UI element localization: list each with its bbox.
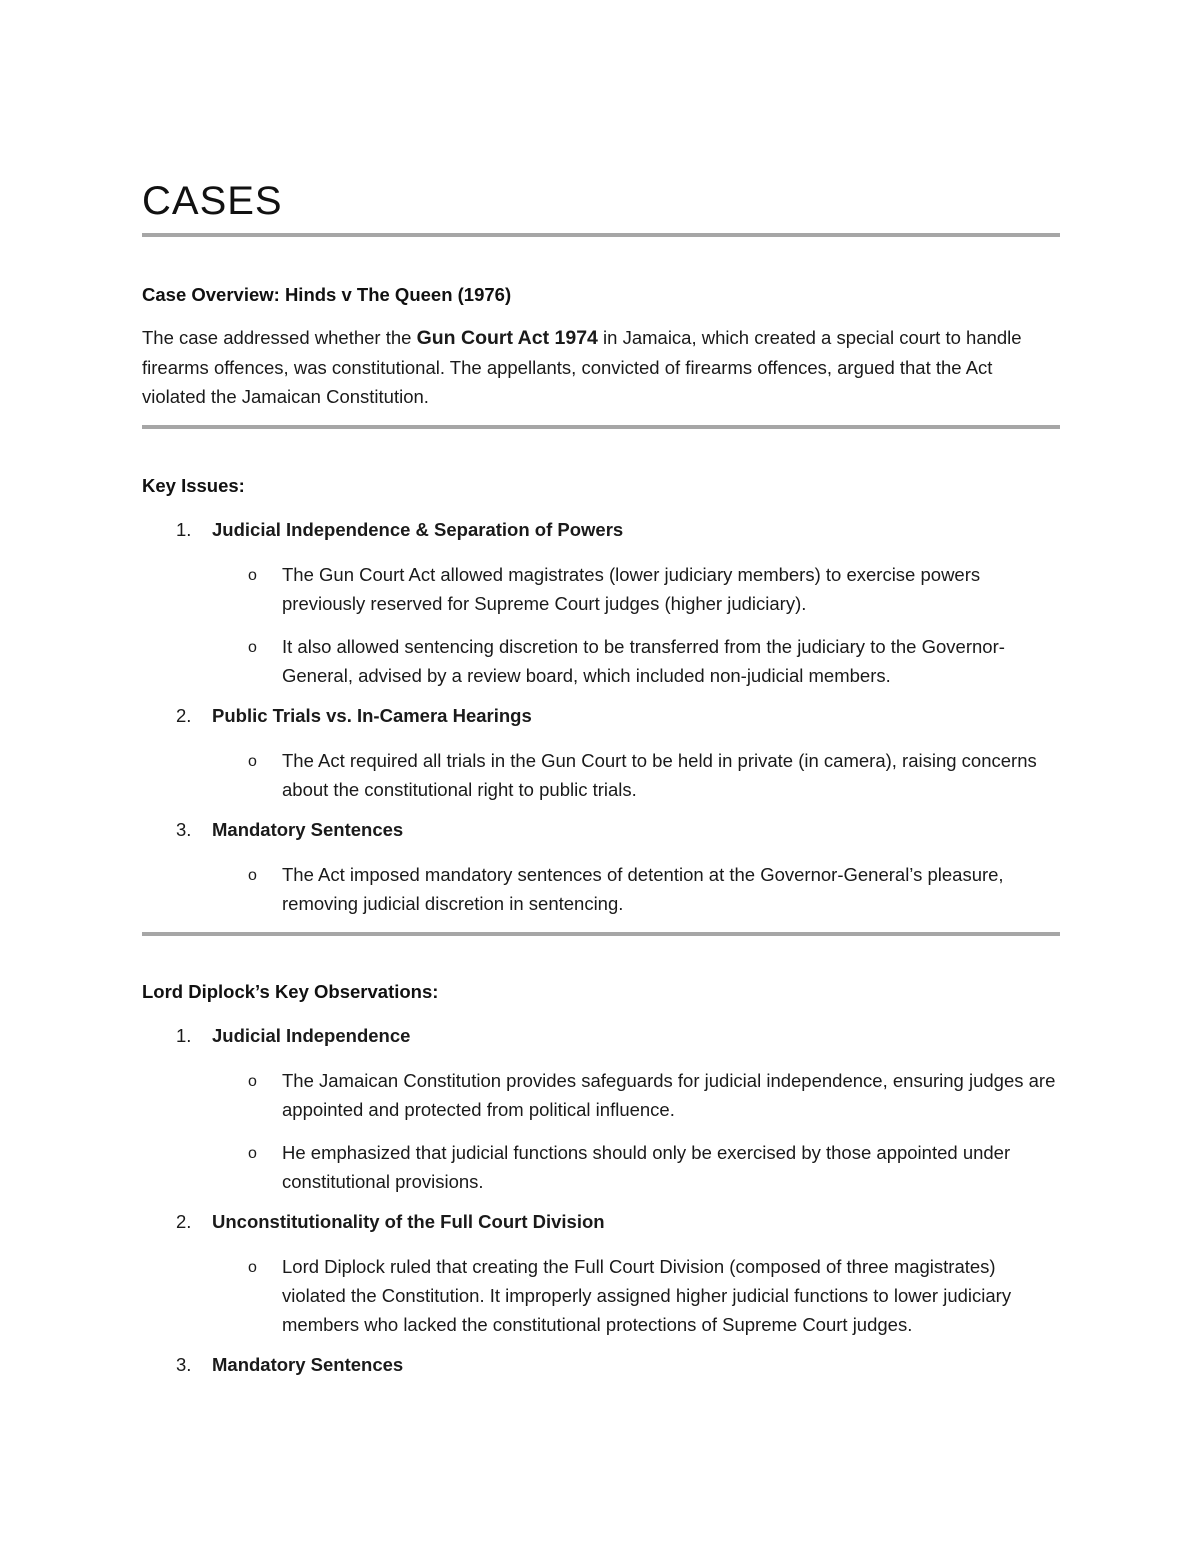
item-number: 3. — [176, 819, 192, 840]
bullet-item — [212, 632, 1060, 690]
title-divider — [142, 233, 1060, 237]
overview-emphasis: Gun Court Act 1974 — [416, 327, 598, 349]
bullet-icon: o — [248, 1145, 257, 1162]
list-item — [142, 1024, 1060, 1196]
list-item — [142, 1353, 1060, 1377]
item-title: Mandatory Sentences — [212, 819, 404, 840]
bullet-icon: o — [248, 867, 257, 884]
list-item — [142, 518, 1060, 690]
key-issues-divider — [142, 932, 1060, 936]
bullet-text: The Act imposed mandatory sentences of detention at the Governor-General’s pleasure, removing judicial discretion in sentencing. — [282, 864, 1004, 914]
bullet-text: He emphasized that judicial functions should only be exercised by those appointed under constitutional provisions. — [282, 1142, 1011, 1192]
item-title: Public Trials vs. In-Camera Hearings — [212, 705, 532, 726]
list-item — [142, 704, 1060, 804]
bullet-item — [212, 860, 1060, 918]
observations-heading: Lord Diplock’s Key Observations: — [142, 981, 439, 1002]
bullet-text: The Jamaican Constitution provides safeguards for judicial independence, ensuring judges are appointed and protected from political influence. — [282, 1070, 1056, 1120]
bullet-list — [212, 1252, 1060, 1339]
overview-divider — [142, 425, 1060, 429]
bullet-icon: o — [248, 1073, 257, 1090]
bullet-list — [212, 746, 1060, 804]
list-item — [142, 1210, 1060, 1339]
bullet-text: It also allowed sentencing discretion to be transferred from the judiciary to the Governor-General, advised by a review board, which included non-judicial members. — [282, 636, 1005, 686]
document-content — [142, 176, 1060, 1377]
page-title: CASES — [142, 179, 283, 223]
overview-paragraph — [142, 323, 1060, 411]
overview-text-before: The case addressed whether the — [142, 327, 417, 348]
item-title: Unconstitutionality of the Full Court Division — [212, 1211, 605, 1232]
bullet-icon: o — [248, 567, 257, 584]
bullet-icon: o — [248, 639, 257, 656]
bullet-list — [212, 1066, 1060, 1196]
bullet-list — [212, 860, 1060, 918]
observations-list — [142, 1024, 1060, 1377]
item-title: Mandatory Sentences — [212, 1354, 404, 1375]
bullet-item — [212, 1066, 1060, 1124]
bullet-item — [212, 1252, 1060, 1339]
item-number: 1. — [176, 519, 192, 540]
key-issues-heading: Key Issues: — [142, 475, 245, 496]
bullet-item — [212, 1138, 1060, 1196]
bullet-item — [212, 560, 1060, 618]
item-number: 2. — [176, 1211, 192, 1232]
overview-text-after: in Jamaica, which created a special court to handle firearms offences, was constitutional. The appellants, convicted of firearms offences, argued that the Act violated the Jamaican Constitution. — [142, 327, 1022, 407]
bullet-icon: o — [248, 1259, 257, 1276]
item-number: 3. — [176, 1354, 192, 1375]
bullet-list — [212, 560, 1060, 690]
item-number: 2. — [176, 705, 192, 726]
bullet-text: Lord Diplock ruled that creating the Full Court Division (composed of three magistrates) violated the Constitution. It improperly assigned higher judicial functions to lower judiciary members who lacked the constitutional protections of Supreme Court judges. — [282, 1256, 1012, 1335]
key-issues-list — [142, 518, 1060, 918]
item-title: Judicial Independence & Separation of Powers — [212, 519, 624, 540]
bullet-text: The Gun Court Act allowed magistrates (lower judiciary members) to exercise powers previously reserved for Supreme Court judges (higher judiciary). — [282, 564, 981, 614]
overview-heading: Case Overview: Hinds v The Queen (1976) — [142, 284, 512, 305]
bullet-text: The Act required all trials in the Gun Court to be held in private (in camera), raising concerns about the constitutional right to public trials. — [282, 750, 1037, 800]
list-item — [142, 818, 1060, 918]
item-title: Judicial Independence — [212, 1025, 411, 1046]
item-number: 1. — [176, 1025, 192, 1046]
bullet-icon: o — [248, 753, 257, 770]
bullet-item — [212, 746, 1060, 804]
